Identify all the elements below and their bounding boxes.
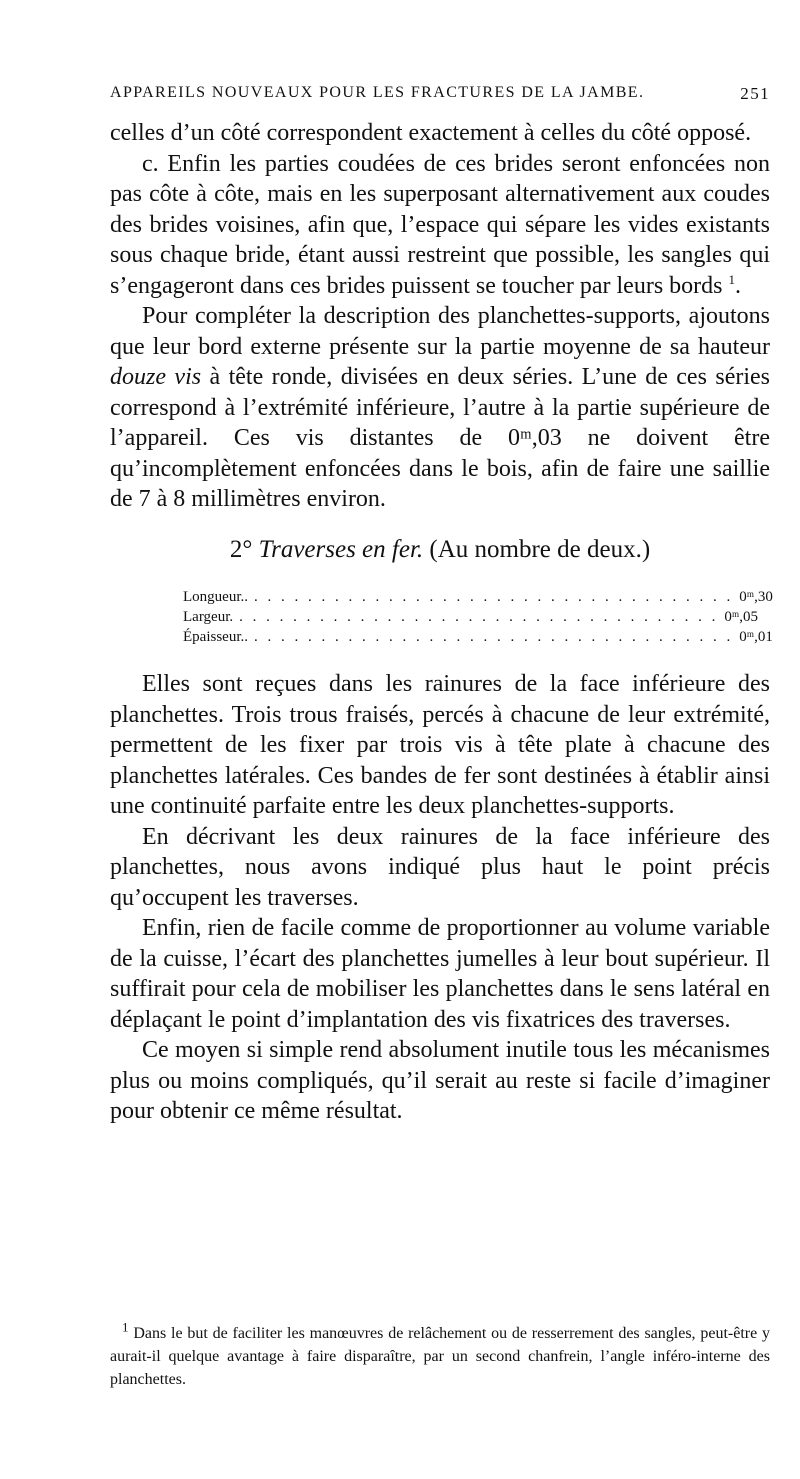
- spec-value: 0ᵐ,01: [739, 629, 773, 645]
- paragraph-1: celles d’un côté correspondent exactement à celles du côté opposé.: [110, 120, 752, 146]
- spec-label: Largeur.: [183, 609, 234, 625]
- paragraph-5: En décrivant les deux rainures de la face inférieure des planchettes, nous avons indiqué plus haut le point précis qu’occupent les traverses.: [110, 823, 770, 911]
- paragraph-3-text-a: Pour compléter la description des planchettes-supports, ajoutons que leur bord externe présente sur la partie moyenne de sa hauteur: [110, 303, 770, 360]
- paragraph-7: Ce moyen si simple rend absolument inutile tous les mécanismes plus ou moins compliqués, qu’il serait au reste si facile d’imaginer pour obtenir ce même résultat.: [110, 1037, 770, 1124]
- running-head-title: APPAREILS NOUVEAUX POUR LES FRACTURES DE LA JAMBE.: [110, 84, 645, 101]
- spec-value: 0ᵐ,30: [739, 589, 773, 605]
- spec-row-thickness: [183, 627, 773, 647]
- section-subtitle: (Au nombre de deux.): [429, 535, 651, 563]
- page-number: 251: [740, 84, 770, 103]
- paragraph-2-text: c. Enfin les parties coudées de ces brides seront enfoncées non pas côte à côte, mais en les superposant alternativement aux coudes des brides voisines, afin que, l’espace qui sépare les vides existants sous chaque bride, étant aussi restreint que possible, les sangles qui s’engageront dans ces brides puissent se toucher par leurs bords: [110, 150, 770, 299]
- footnote: [110, 1319, 771, 1391]
- footnote-text: Dans le but de faciliter les manœuvres de relâchement ou de resserrement des sangles, peut-être y aurait-il quelque avantage à faire disparaître, par un second chanfrein, l’angle inféro-interne des planchettes.: [110, 1325, 771, 1388]
- spec-label: Longueur..: [183, 589, 248, 605]
- leader-dots: . . . . . . . . . . . . . . . . . . . . . . . . . . . . . . . . . . . .: [239, 609, 719, 625]
- leader-dots: . . . . . . . . . . . . . . . . . . . . . . . . . . . . . . . . . . . .: [254, 629, 734, 645]
- section-title: Traverses en fer.: [258, 535, 424, 563]
- paragraph-3-text-b: à tête ronde, divisées en deux séries. L’une de ces séries correspond à l’extrémité inférieure, l’autre à la partie supérieure de l’appareil. Ces vis distantes de 0ᵐ,03 ne doivent être qu’incomplètement enfoncées dans le bois, afin de faire une saillie de 7 à 8 millimètres environ.: [110, 364, 770, 512]
- paragraph-3: [110, 301, 770, 515]
- section-number: 2°: [229, 535, 253, 563]
- spec-label: Épaisseur..: [183, 629, 248, 645]
- paragraph-2-end: .: [735, 272, 741, 299]
- paragraph-2: [110, 149, 770, 302]
- section-heading: [110, 535, 770, 566]
- paragraph-6: Enfin, rien de facile comme de proportionner au volume variable de la cuisse, l’écart des planchettes jumelles à leur bout supérieur. Il suffirait pour cela de mobiliser les planchettes dans le sens latéral en déplaçant le point d’implantation des vis fixatrices des traverses.: [110, 915, 770, 1033]
- spec-row-width: [183, 607, 758, 627]
- paragraph-3-emphasis: douze vis: [110, 364, 202, 390]
- spec-row-length: [183, 587, 773, 607]
- running-head: [110, 84, 770, 108]
- leader-dots: . . . . . . . . . . . . . . . . . . . . . . . . . . . . . . . . . . . .: [254, 589, 734, 605]
- body-text: [110, 118, 773, 1127]
- dimensions-table: [183, 587, 773, 647]
- spec-value: 0ᵐ,05: [724, 609, 758, 625]
- footnote-reference: 1: [728, 271, 735, 287]
- paragraph-4: Elles sont reçues dans les rainures de la face inférieure des planchettes. Trois trous fraisés, percés à chacune de leur extrémité, permettent de les fixer par trois vis à tête plate à chacune des planchettes latérales. Ces bandes de fer sont destinées à établir ainsi une continuité parfaite entre les deux planchettes-supports.: [110, 671, 770, 819]
- footnote-marker: 1: [122, 1319, 129, 1335]
